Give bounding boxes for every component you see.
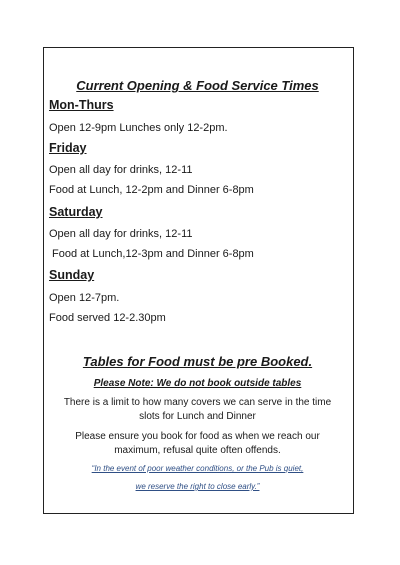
- booking-note: Please Note: We do not book outside tables: [93, 378, 302, 389]
- closing-quote-line-1: “In the event of poor weather conditions, or the Pub is quiet,: [91, 464, 304, 473]
- day-heading-saturday: Saturday: [49, 205, 103, 219]
- day-heading-friday: Friday: [49, 141, 87, 155]
- covers-limit-text: There is a limit to how many covers we can serve in the time slots for Lunch and Dinner: [63, 397, 332, 422]
- day-heading-mon-thurs: Mon-Thurs: [49, 98, 114, 112]
- friday-drinks-hours: Open all day for drinks, 12-11: [49, 164, 193, 176]
- closing-quote-line-2: we reserve the right to close early.”: [135, 482, 260, 491]
- booking-heading: Tables for Food must be pre Booked.: [82, 354, 313, 369]
- mon-thurs-hours: Open 12-9pm Lunches only 12-2pm.: [49, 122, 228, 134]
- saturday-drinks-hours: Open all day for drinks, 12-11: [49, 228, 193, 240]
- page-title: Current Opening & Food Service Times: [76, 78, 319, 93]
- notice-frame: [43, 47, 354, 514]
- sunday-hours: Open 12-7pm.: [49, 292, 120, 304]
- booking-advice-text: Please ensure you book for food as when we reach our maximum, refusal quite often offends.: [75, 431, 320, 456]
- day-heading-sunday: Sunday: [49, 268, 95, 282]
- saturday-food-hours: Food at Lunch,12-3pm and Dinner 6-8pm: [49, 248, 254, 260]
- friday-food-hours: Food at Lunch, 12-2pm and Dinner 6-8pm: [49, 184, 254, 196]
- sunday-food-hours: Food served 12-2.30pm: [49, 312, 166, 324]
